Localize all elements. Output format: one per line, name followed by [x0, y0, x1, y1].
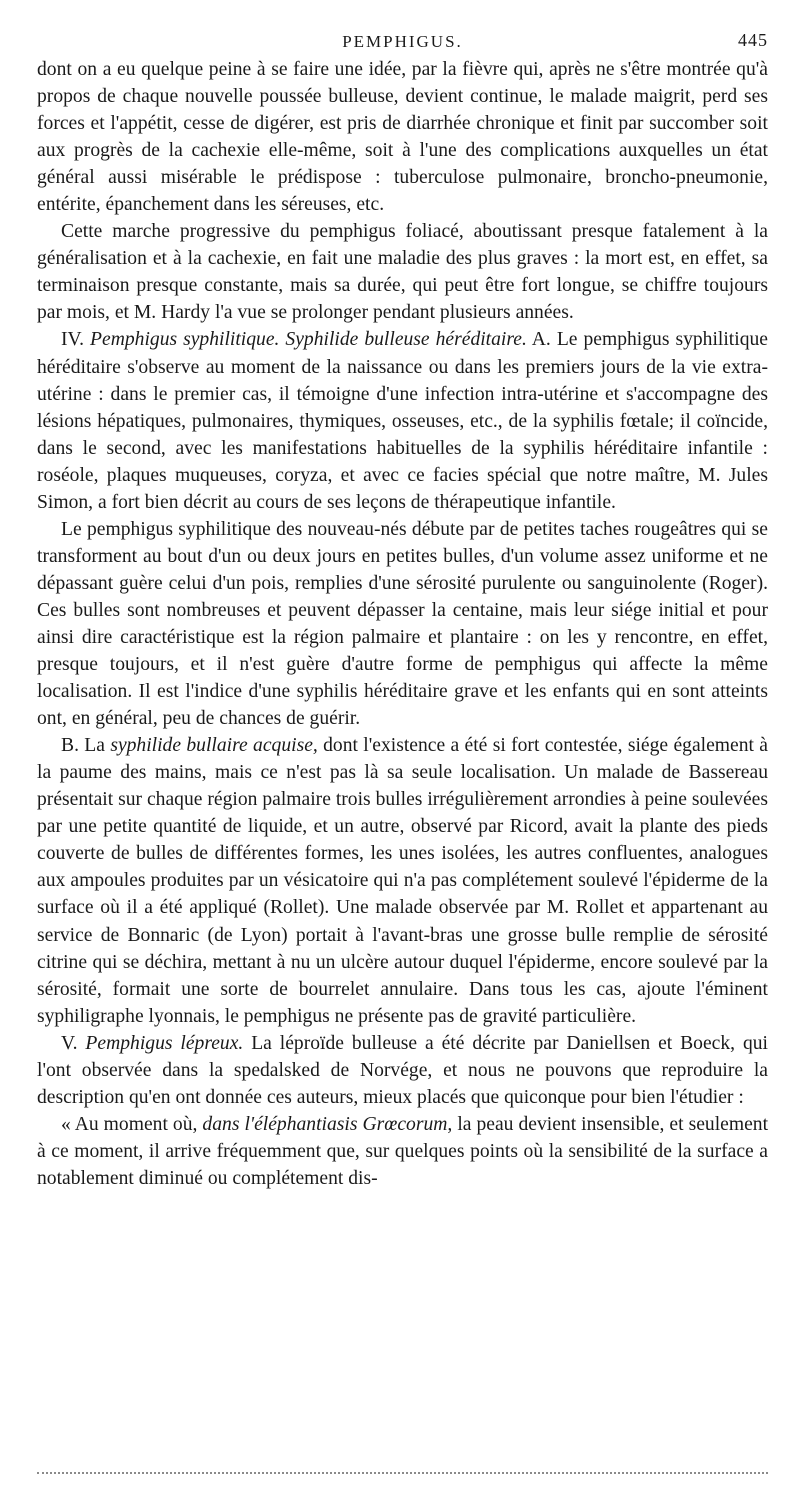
paragraph-text: A. Le pemphigus syphilitique héréditaire s'observe au moment de la naissance ou dans les premiers jours de la vie extra-utérine : dans le premier cas, il témoigne d'une infection intra-utérine et s'accompagne des lésions hépatiques, pulmonaires, thymiques, osseuses, etc., de la syphilis fœtale; il coïncide, dans le second, avec les manifestations habituelles de la syphilis héréditaire infantile : roséole, plaques muqueuses, coryza, et avec ce facies spécial que notre maître, M. Jules Simon, a fort bien décrit au cours de ses leçons de thérapeutique infantile. — [37, 329, 768, 513]
body-text — [37, 56, 768, 1192]
paragraph-text: la peau devient insensible, et seulement à ce moment, il arrive fréquemment que, sur quelques points où la sensibilité de la surface a notablement diminué ou complétement dis- — [37, 1113, 769, 1189]
paragraph-text: Cette marche progressive du pemphigus foliacé, aboutissant presque fatalement à la généralisation et à la cachexie, en fait une maladie des plus graves : la mort est, en effet, sa terminaison presque constante, mais sa durée, qui peut être fort longue, se chiffre toujours par mois, et M. Hardy l'a vue se prolonger pendant plusieurs années. — [37, 221, 768, 324]
page-header — [37, 0, 768, 56]
paragraph-text: La léproïde bulleuse a été décrite par Daniellsen et Boeck, qui l'ont observée dans la spedalsked de Norvége, et nous ne pouvons que reproduire la description qu'en ont donnée ces auteurs, mieux placés que quiconque pour bien l'étudier : — [37, 1032, 768, 1108]
page — [37, 0, 768, 1192]
quote-italic: dans l'éléphantiasis Grœcorum, — [202, 1113, 453, 1135]
paragraph-section-v — [37, 1030, 768, 1111]
paragraph-1 — [37, 56, 768, 218]
paragraph-section-iv — [37, 326, 768, 515]
section-heading: syphilide bullaire acquise, — [110, 735, 318, 757]
running-title: PEMPHIGUS. — [342, 32, 463, 51]
paragraph-text: dont l'existence a été si fort contestée, siége également à la paume des mains, mais ce n'est pas là sa seule localisation. Un malade de Bassereau présentait sur chaque région palmaire trois bulles irrégulièrement arrondies à peine soulevées par une petite quantité de liquide, et un autre, observé par Ricord, avait la plante des pieds couverte de bulles de différentes formes, les unes isolées, les autres confluentes, analogues aux ampoules produites par un vésicatoire qui n'a pas complétement soulevé l'épiderme de la surface où il a été appliqué (Rollet). Une malade observée par M. Rollet et appartenant au service de Bonnaric (de Lyon) portait à l'avant-bras une grosse bulle remplie de sérosité citrine qui se déchira, mettant à nu un ulcère autour duquel l'épiderme, encore soulevé par la sérosité, formait une sorte de bourrelet annulaire. Dans tous les cas, ajoute l'éminent syphiligraphe lyonnais, le pemphigus ne présente pas de gravité particulière. — [37, 735, 768, 1027]
footer-rule — [37, 1472, 768, 1474]
section-heading: Pemphigus lépreux. — [85, 1032, 244, 1054]
paragraph-2 — [37, 218, 768, 326]
section-lead: IV. — [61, 329, 91, 351]
paragraph-4 — [37, 516, 768, 732]
section-lead: B. La — [61, 735, 111, 757]
section-lead: V. — [61, 1032, 86, 1054]
paragraph-section-b — [37, 732, 768, 1030]
section-heading: Pemphigus syphilitique. Syphilide bulleuse héréditaire. — [90, 329, 527, 351]
paragraph-quote — [37, 1111, 768, 1192]
page-number: 445 — [738, 30, 768, 50]
quote-lead: « Au moment où, — [61, 1113, 203, 1135]
paragraph-text: Le pemphigus syphilitique des nouveau-nés débute par de petites taches rougeâtres qui se transforment au bout d'un ou deux jours en petites bulles, d'un volume assez uniforme et ne dépassant guère celui d'un pois, remplies d'une sérosité purulente ou sanguinolente (Roger). Ces bulles sont nombreuses et peuvent dépasser la centaine, mais leur siége initial et pour ainsi dire caractéristique est la région palmaire et plantaire : on les y rencontre, en effet, presque toujours, et il n'est guère d'autre forme de pemphigus qui affecte la même localisation. Il est l'indice d'une syphilis héréditaire grave et les enfants qui en sont atteints ont, en général, peu de chances de guérir. — [37, 518, 768, 730]
paragraph-text: dont on a eu quelque peine à se faire une idée, par la fièvre qui, après ne s'être montrée qu'à propos de chaque nouvelle poussée bulleuse, devient continue, le malade maigrit, perd ses forces et l'appétit, cesse de digérer, est pris de diarrhée chronique et finit par succomber soit aux progrès de la cachexie elle-même, soit à l'une des complications auxquelles un état général aussi misérable le prédispose : tuberculose pulmonaire, broncho-pneumonie, entérite, épanchement dans les séreuses, etc. — [37, 59, 768, 216]
